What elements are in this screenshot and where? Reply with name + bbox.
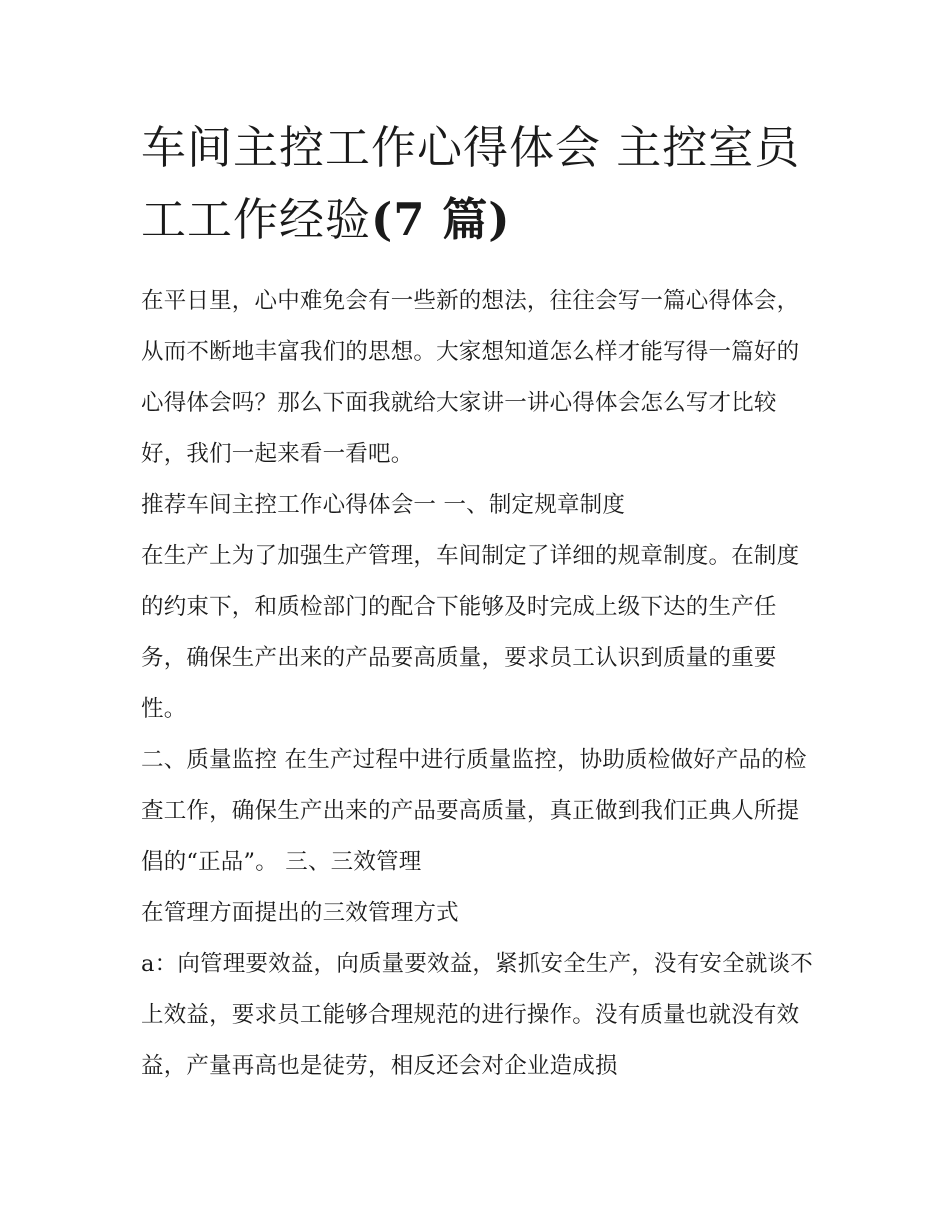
document-body: [141, 276, 821, 1092]
management-item-a-paragraph: a：向管理要效益，向质量要效益，紧抓安全生产，没有安全就谈不上效益，要求员工能够合理规范的进行操作。没有质量也就没有效益，产量再高也是徒劳，相反还会对企业造成损: [141, 951, 813, 1079]
title-count: (7 篇): [371, 193, 511, 246]
section-heading-rules: 推荐车间主控工作心得体会一 一、制定规章制度: [141, 492, 626, 518]
title-text: 车间主控工作心得体会 主控室员工工作经验: [141, 121, 801, 246]
document-title: [141, 112, 821, 256]
management-intro-paragraph: 在管理方面提出的三效管理方式: [141, 900, 459, 926]
rules-paragraph: 在生产上为了加强生产管理，车间制定了详细的规章制度。在制度的约束下，和质检部门的配合下能够及时完成上级下达的生产任务，确保生产出来的产品要高质量，要求员工认识到质量的重要性。: [141, 543, 800, 722]
quality-paragraph: 二、质量监控 在生产过程中进行质量监控，协助质检做好产品的检查工作，确保生产出来的产品要高质量，真正做到我们正典人所提倡的“正品”。 三、三效管理: [141, 747, 807, 875]
intro-paragraph: 在平日里，心中难免会有一些新的想法，往往会写一篇心得体会，从而不断地丰富我们的思想。大家想知道怎么样才能写得一篇好的心得体会吗？那么下面我就给大家讲一讲心得体会怎么写才比较好，我们一起来看一看吧。: [141, 288, 800, 467]
